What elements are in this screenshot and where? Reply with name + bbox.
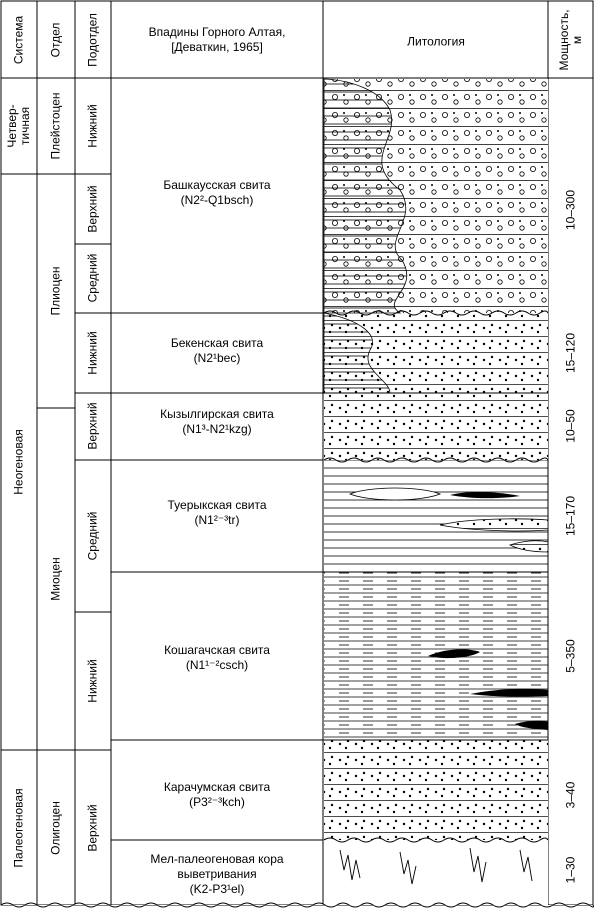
header-lithology: Литология bbox=[407, 34, 465, 49]
system-quaternary-line2: тичная bbox=[18, 106, 32, 146]
system-quaternary bbox=[6, 104, 32, 147]
formation-beken-name: Бекенская свита bbox=[170, 336, 264, 350]
header-basins-line1: Впадины Горного Алтая, bbox=[148, 25, 286, 39]
subdivision-middle-miocene: Средний bbox=[85, 511, 100, 561]
subdivision-upper-oligocene: Верхний bbox=[85, 804, 100, 852]
formation-bashkaus bbox=[163, 178, 270, 208]
thickness-tuerik: 15–170 bbox=[563, 495, 578, 537]
header-basins bbox=[149, 25, 286, 55]
header-system: Система bbox=[11, 15, 26, 65]
header-division: Отдел bbox=[48, 22, 63, 58]
formation-tuerik bbox=[167, 498, 266, 528]
subdivision-upper-miocene: Верхний bbox=[85, 402, 100, 450]
thickness-crust: 1–30 bbox=[563, 856, 578, 884]
system-neogene: Неогеновая bbox=[11, 429, 26, 495]
formation-tuerik-code: (N1²⁻³tr) bbox=[194, 513, 240, 527]
formation-tuerik-name: Туерыкская свита bbox=[167, 498, 267, 512]
system-quaternary-line1: Четвер- bbox=[5, 104, 19, 148]
formation-karachum-name: Карачумская свита bbox=[163, 780, 271, 794]
subdivision-lower-pliocene: Нижний bbox=[85, 331, 100, 375]
formation-koshagach-name: Кошагачская свита bbox=[164, 643, 270, 657]
formation-bashkaus-code: (N2²-Q1bsch) bbox=[180, 193, 254, 207]
thickness-koshagach: 5–350 bbox=[563, 639, 578, 673]
header-subdivision: Подотдел bbox=[85, 13, 100, 67]
header-thickness-line1: Мощность, bbox=[557, 9, 571, 71]
header-thickness bbox=[558, 9, 584, 70]
formation-kyzylgir bbox=[160, 407, 274, 437]
formation-kyzylgir-name: Кызылгирская свита bbox=[160, 407, 274, 421]
formation-kyzylgir-code: (N1³-N2¹kzg) bbox=[182, 422, 252, 436]
division-miocene: Миоцен bbox=[48, 557, 63, 601]
thickness-beken: 15–120 bbox=[563, 332, 578, 374]
header-basins-line2: [Деваткин, 1965] bbox=[171, 40, 263, 54]
thickness-bashkaus: 10–300 bbox=[563, 189, 578, 231]
formation-beken bbox=[171, 336, 263, 366]
subdivision-lower-pleistocene: Нижний bbox=[85, 104, 100, 148]
formation-karachum-code: (P3²⁻³kch) bbox=[189, 795, 245, 809]
formation-crust-line2: выветривания bbox=[177, 867, 257, 881]
subdivision-middle-pliocene: Средний bbox=[85, 253, 100, 303]
formation-crust-code: (K2-P3¹el) bbox=[189, 882, 245, 896]
system-paleogene: Палеогеновая bbox=[11, 788, 26, 868]
formation-crust-line1: Мел-палеогеновая кора bbox=[150, 852, 284, 866]
division-oligocene: Олигоцен bbox=[48, 801, 63, 855]
formation-koshagach-code: (N1¹⁻²csch) bbox=[185, 658, 249, 672]
formation-karachum bbox=[164, 780, 270, 810]
formation-beken-code: (N2¹bec) bbox=[193, 351, 241, 365]
formation-crust bbox=[150, 852, 283, 897]
division-pliocene: Плиоцен bbox=[48, 266, 63, 316]
header-thickness-line2: м bbox=[570, 35, 584, 45]
subdivision-upper-pliocene: Верхний bbox=[85, 185, 100, 233]
division-pleistocene: Плейстоцен bbox=[48, 92, 63, 160]
thickness-karachum: 3–40 bbox=[563, 781, 578, 809]
subdivision-lower-miocene: Нижний bbox=[85, 659, 100, 703]
thickness-kyzylgir: 10–50 bbox=[563, 409, 578, 443]
formation-koshagach bbox=[164, 643, 270, 673]
formation-bashkaus-name: Башкаусская свита bbox=[163, 178, 271, 192]
